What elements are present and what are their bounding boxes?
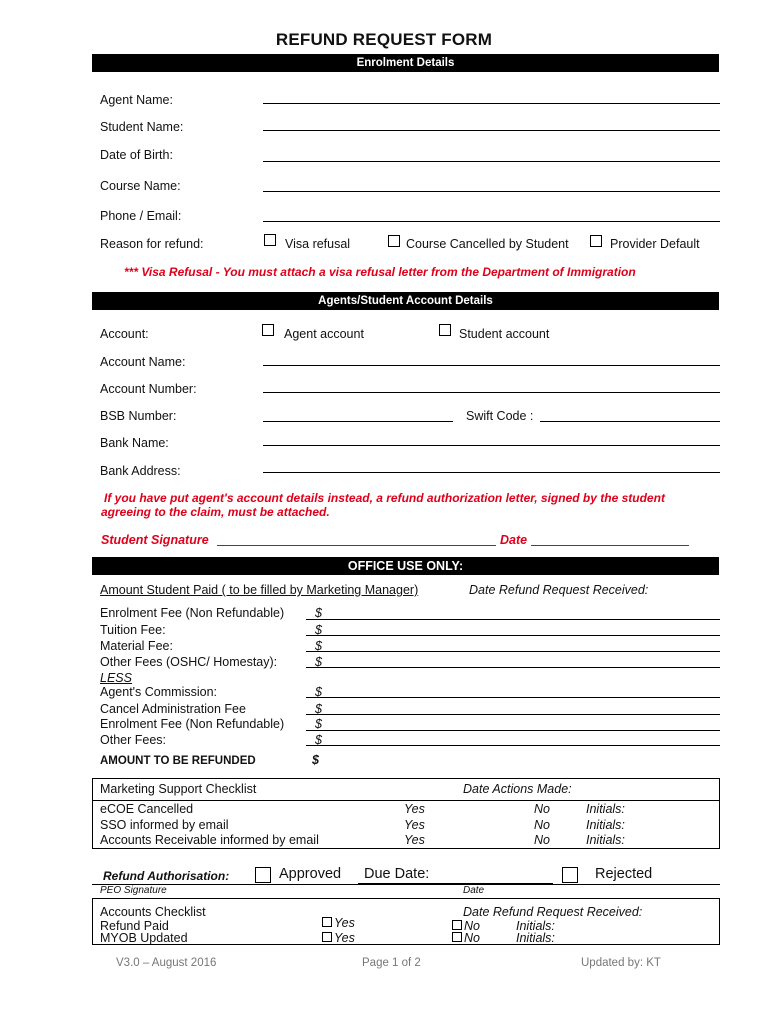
checklist-yes[interactable]: Yes (404, 802, 425, 816)
student-account-checkbox[interactable] (439, 324, 451, 336)
material-fee-field[interactable] (306, 651, 720, 652)
checklist-initials[interactable]: Initials: (586, 818, 625, 832)
accounts-yes: Yes (334, 931, 355, 945)
student-name-field[interactable] (263, 130, 720, 131)
fee-dollar-symbol: $ (315, 639, 322, 653)
student-account-label: Student account (459, 327, 550, 341)
bank-name-field[interactable] (263, 445, 720, 446)
amount-paid-heading: Amount Student Paid ( to be filled by Marketing Manager) (100, 583, 419, 597)
accounts-initials[interactable]: Initials: (516, 919, 555, 933)
approved-checkbox[interactable] (255, 867, 271, 883)
account-number-label: Account Number: (100, 382, 197, 396)
less-label: LESS (100, 671, 132, 685)
page-title: REFUND REQUEST FORM (275, 30, 493, 49)
yes-checkbox[interactable] (322, 932, 332, 942)
checklist-yes[interactable]: Yes (404, 818, 425, 832)
checklist-item-label: SSO informed by email (100, 818, 229, 832)
fee-label: Material Fee: (100, 639, 173, 653)
deduction-label: Other Fees: (100, 733, 166, 747)
agent-account-note-line2: agreeing to the claim, must be attached. (101, 505, 330, 519)
course-name-label: Course Name: (100, 179, 181, 193)
marketing-checklist-title: Marketing Support Checklist (100, 782, 257, 796)
checklist-no[interactable]: No (534, 818, 550, 832)
checklist-item-label: eCOE Cancelled (100, 802, 194, 816)
account-name-field[interactable] (263, 365, 720, 366)
deduction-label: Cancel Administration Fee (100, 702, 246, 716)
agent-account-note-line1: If you have put agent's account details instead, a refund authorization letter, signed by the student (104, 491, 665, 505)
date-actions-label: Date Actions Made: (463, 782, 572, 796)
swift-field[interactable] (540, 421, 720, 422)
accounts-checklist-title: Accounts Checklist (100, 905, 206, 919)
peo-signature-field[interactable] (92, 884, 720, 885)
fee-dollar-symbol: $ (315, 655, 322, 669)
refund-authorisation-label: Refund Authorisation: (103, 869, 230, 883)
student-signature-label: Student Signature (101, 533, 209, 547)
provider-default-checkbox[interactable] (590, 235, 602, 247)
swift-label: Swift Code : (466, 409, 534, 423)
course-name-field[interactable] (263, 191, 720, 192)
account-label: Account: (100, 327, 149, 341)
date-received-label: Date Refund Request Received: (469, 583, 649, 597)
dob-label: Date of Birth: (100, 148, 173, 162)
accounts-no: No (464, 931, 480, 945)
checklist-no[interactable]: No (534, 802, 550, 816)
checklist-yes[interactable]: Yes (404, 833, 425, 847)
deduction-dollar-symbol: $ (315, 702, 322, 716)
visa-refusal-checkbox[interactable] (264, 234, 276, 246)
student-signature-field[interactable] (217, 545, 496, 546)
accounts-date-received-label: Date Refund Request Received: (463, 905, 643, 919)
visa-refusal-label: Visa refusal (285, 237, 351, 251)
deduction-enrolment-fee-field[interactable] (306, 730, 720, 731)
deduction-dollar-symbol: $ (315, 717, 322, 731)
approved-label: Approved (279, 866, 342, 882)
marketing-checklist-divider (93, 800, 719, 801)
footer-version: V3.0 – August 2016 (116, 957, 217, 969)
fee-label: Tuition Fee: (100, 623, 166, 637)
rejected-checkbox[interactable] (562, 867, 578, 883)
accounts-item-label: Refund Paid (100, 919, 169, 933)
bsb-label: BSB Number: (100, 409, 177, 423)
checklist-item-label: Accounts Receivable informed by email (100, 833, 319, 847)
account-details-header: Agents/Student Account Details (92, 292, 719, 310)
bank-name-label: Bank Name: (100, 436, 169, 450)
phone-email-field[interactable] (263, 221, 720, 222)
course-cancelled-checkbox[interactable] (388, 235, 400, 247)
bank-address-field[interactable] (263, 472, 720, 473)
office-use-header: OFFICE USE ONLY: (92, 557, 719, 575)
deduction-other-fees-field[interactable] (306, 745, 720, 746)
deduction-label: Enrolment Fee (Non Refundable) (100, 717, 285, 731)
student-name-label: Student Name: (100, 120, 184, 134)
fee-dollar-symbol: $ (315, 606, 322, 620)
provider-default-label: Provider Default (610, 237, 700, 251)
checklist-no[interactable]: No (534, 833, 550, 847)
enrolment-details-header: Enrolment Details (92, 54, 719, 72)
agent-account-label: Agent account (284, 327, 364, 341)
agent-account-checkbox[interactable] (262, 324, 274, 336)
signature-date-label: Date (500, 533, 528, 547)
accounts-initials[interactable]: Initials: (516, 931, 555, 945)
agent-name-field[interactable] (263, 103, 720, 104)
authorisation-date-label: Date (463, 885, 485, 896)
fee-label: Enrolment Fee (Non Refundable) (100, 606, 285, 620)
agent-commission-field[interactable] (306, 697, 720, 698)
footer-page-number: Page 1 of 2 (362, 957, 421, 969)
account-name-label: Account Name: (100, 355, 186, 369)
accounts-no: No (464, 919, 480, 933)
amount-refunded-label: AMOUNT TO BE REFUNDED (100, 755, 256, 767)
phone-email-label: Phone / Email: (100, 209, 182, 223)
due-date-label: Due Date: (364, 866, 430, 882)
tuition-fee-field[interactable] (306, 635, 720, 636)
dob-field[interactable] (263, 161, 720, 162)
course-cancelled-label: Course Cancelled by Student (406, 237, 569, 251)
cancel-admin-fee-field[interactable] (306, 714, 720, 715)
fee-label: Other Fees (OSHC/ Homestay): (100, 655, 278, 669)
no-checkbox[interactable] (452, 920, 462, 930)
bank-address-label: Bank Address: (100, 464, 181, 478)
bsb-field[interactable] (263, 421, 453, 422)
enrolment-fee-field[interactable] (306, 619, 720, 620)
rejected-label: Rejected (595, 866, 653, 882)
peo-signature-label: PEO Signature (100, 885, 167, 896)
deduction-dollar-symbol: $ (315, 733, 322, 747)
fee-dollar-symbol: $ (315, 623, 322, 637)
account-number-field[interactable] (263, 392, 720, 393)
deduction-label: Agent's Commission: (100, 685, 218, 699)
signature-date-field[interactable] (531, 545, 689, 546)
accounts-item-label: MYOB Updated (100, 931, 188, 945)
checklist-initials[interactable]: Initials: (586, 802, 625, 816)
amount-refunded-symbol: $ (312, 753, 319, 767)
no-checkbox[interactable] (452, 932, 462, 942)
reason-label: Reason for refund: (100, 237, 204, 251)
other-fees-field[interactable] (306, 667, 720, 668)
deduction-dollar-symbol: $ (315, 685, 322, 699)
footer-updated-by: Updated by: KT (581, 957, 661, 969)
agent-name-label: Agent Name: (100, 93, 173, 107)
yes-checkbox[interactable] (322, 917, 332, 927)
accounts-yes: Yes (334, 916, 355, 930)
visa-refusal-note: *** Visa Refusal - You must attach a visa refusal letter from the Department of Immigration (124, 265, 636, 279)
checklist-initials[interactable]: Initials: (586, 833, 625, 847)
